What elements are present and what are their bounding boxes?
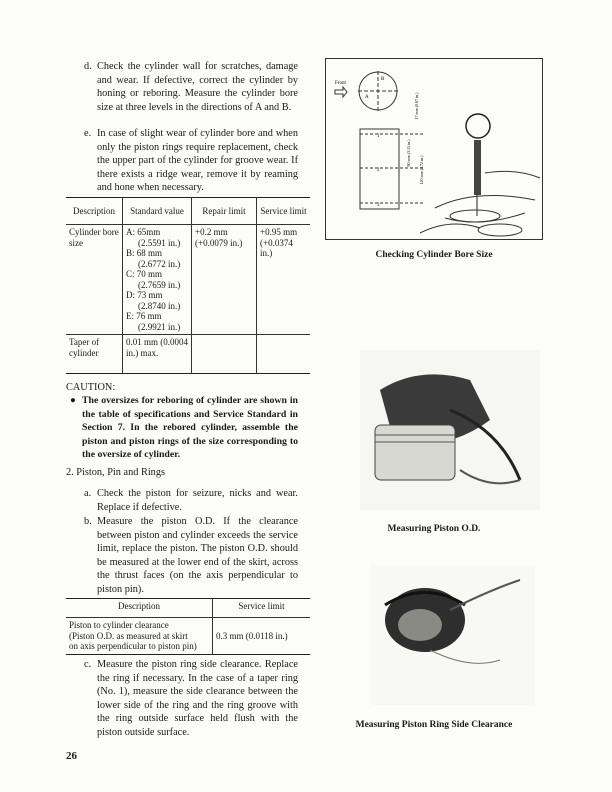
value: (2.5591 in.) [138, 237, 181, 248]
step-text: Measure the piston O.D. If the clearance between piston and cylinder exceeds the service limit, replace the piston. The piston O.D. should be measured at the lower end of the skirt, across the thrust faces (on the axis perpendicular to piston pin). [97, 516, 298, 595]
caution-body: The oversizes for reboring of cylinder are shown in the table of specifications and Service Standard in Section 7. In the rebored cylinder, assemble the piston and piston rings of the size corresponding to the oversize of cylinder. [82, 395, 298, 461]
step-text: Check the cylinder wall for scratches, damage and wear. If defective, correct the cylinder by honing or reboring. Measure the cylinder bore size at three levels in the directions of A and B. [97, 61, 298, 113]
cell-standard-values [123, 225, 192, 335]
value: (2.8740 in.) [138, 300, 181, 311]
value: (2.6772 in.) [138, 258, 181, 269]
arrow-icon [335, 87, 347, 97]
text: Piston to cylinder clearance [69, 620, 169, 630]
dimension: 120 mm (4.72 in.) [419, 155, 424, 185]
level-label: 3 [377, 203, 380, 208]
page-number: 26 [66, 750, 77, 762]
text: (Piston O.D. as measured at skirt [69, 630, 188, 641]
figure-caption: Measuring Piston O.D. [387, 524, 481, 534]
caution-text [70, 394, 298, 462]
step-label: a. [84, 488, 92, 499]
value: (+0.0079 in.) [195, 237, 243, 248]
value: (2.9921 in.) [138, 321, 181, 332]
col-header: Description [66, 599, 213, 618]
cell: Taper of cylinder [66, 335, 123, 374]
level-label: 2 [377, 168, 380, 173]
label-b: B [381, 77, 385, 82]
step-text: In case of slight wear of cylinder bore and when only the piston rings require replacement, check the upper part of the cylinder for groove wear. If there exists a ridge wear, remove it by reaming and hone when necessary. [97, 128, 298, 194]
step-label: e. [84, 128, 92, 139]
col-header: Service limit [257, 198, 311, 225]
section-heading: 2. Piston, Pin and Rings [66, 467, 165, 478]
value: A: 65mm [126, 227, 161, 237]
dimension: 80 mm (3.15 in.) [406, 139, 411, 167]
col-header: Service limit [213, 599, 311, 618]
text: on axis perpendicular to piston pin) [69, 641, 197, 651]
step-label: c. [84, 659, 92, 670]
step-d [84, 60, 298, 114]
col-header: Standard value [123, 198, 192, 225]
step-label: d. [84, 61, 92, 72]
cell [66, 618, 213, 655]
cell-repair [192, 225, 257, 335]
step-text: Check the piston for seizure, nicks and wear. Replace if defective. [97, 488, 298, 513]
step-a [84, 487, 298, 514]
step-e [84, 127, 298, 195]
step-label: b. [84, 516, 92, 527]
cell: 0.3 mm (0.0118 in.) [213, 618, 311, 655]
value: C: 70 mm [126, 269, 163, 279]
cylinder-spec-table [66, 197, 310, 374]
value: +0.95 mm [260, 227, 298, 237]
level-label: 1 [377, 134, 380, 139]
col-header: Repair limit [192, 198, 257, 225]
cell-service [257, 225, 311, 335]
cell: 0.01 mm (0.0004 in.) max. [123, 335, 192, 374]
value: (+0.0374 in.) [260, 237, 293, 258]
ring-clearance-photo [370, 565, 535, 705]
col-header: Description [66, 198, 123, 225]
dial-gauge-icon [466, 114, 490, 138]
step-c [84, 658, 298, 740]
value: B: 68 mm [126, 248, 163, 258]
value: D: 73 mm [126, 290, 163, 300]
label-a: A [365, 95, 369, 100]
front-label: Front [335, 81, 346, 86]
step-text: Measure the piston ring side clearance. Replace the ring if necessary. In the case of a taper ring (No. 1), measure the side clearance between the lower side of the ring and the ring groove with the ring outside surface held flush with the piston outside surface. [97, 659, 298, 738]
value: (2.7659 in.) [138, 279, 181, 290]
figure-caption: Measuring Piston Ring Side Clearance [355, 720, 513, 730]
value: +0.2 mm [195, 227, 228, 237]
value: E: 76 mm [126, 311, 162, 321]
bullet-icon: ● [70, 395, 76, 406]
clearance-table [66, 598, 310, 655]
dimension: 17 mm (0.67 in.) [414, 92, 419, 120]
bore-measure-diagram [325, 58, 543, 240]
figure-caption: Checking Cylinder Bore Size [375, 250, 493, 260]
cell: Cylinder bore size [69, 227, 119, 248]
piston-od-photo [360, 350, 540, 510]
step-b [84, 515, 298, 597]
caution-title: CAUTION: [66, 382, 116, 393]
